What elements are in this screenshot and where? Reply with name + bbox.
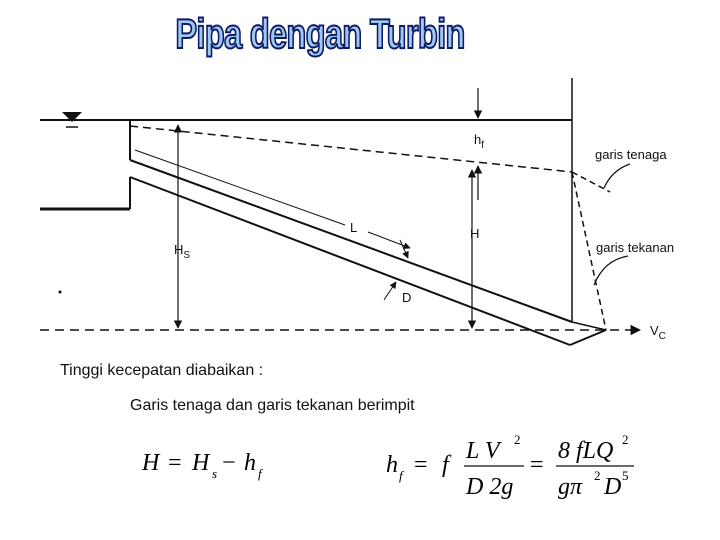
statement: Garis tenaga dan garis tekanan berimpit (130, 397, 415, 414)
pipe-outlet-top (572, 322, 606, 330)
svg-text:=: = (414, 452, 428, 478)
svg-text:=: = (168, 450, 182, 476)
garis-tekanan-leader (594, 256, 628, 285)
svg-text:L V: L V (466, 438, 500, 464)
page-title: Pipa dengan Turbin (175, 10, 465, 57)
l-label: L (350, 220, 358, 235)
l-leader-right (368, 232, 410, 248)
garis-tekanan-label: garis tekanan (596, 240, 675, 255)
d-label: D (402, 290, 412, 305)
svg-text:D: D (604, 474, 622, 500)
svg-text:5: 5 (622, 468, 629, 483)
svg-text:2: 2 (622, 432, 629, 447)
svg-text:f: f (442, 452, 449, 478)
hf-label: $h_f$ (474, 132, 485, 151)
l-leader (135, 150, 345, 225)
svg-text:f: f (399, 468, 403, 483)
d-arrow-bottom (384, 282, 396, 300)
hs-label: $H_S$ (174, 242, 191, 261)
garis-tenaga-label: garis tenaga (595, 147, 667, 162)
svg-text:2: 2 (594, 468, 601, 483)
h-label: H (470, 226, 480, 241)
svg-text:2: 2 (514, 432, 521, 447)
equation-1 (141, 450, 264, 481)
svg-text:f: f (258, 466, 262, 481)
svg-text:H: H (142, 450, 160, 476)
svg-text:h: h (244, 450, 256, 476)
svg-text:H: H (192, 450, 210, 476)
energy-line (130, 126, 572, 172)
svg-text:−: − (222, 450, 236, 476)
energy-line-tail (572, 172, 610, 192)
svg-text:D 2g: D 2g (466, 474, 514, 500)
d-arrow-top (400, 240, 408, 258)
svg-text:=: = (530, 452, 544, 478)
svg-text:gπ: gπ (558, 474, 583, 500)
pipe-top-wall (130, 160, 572, 322)
reference-dot (59, 291, 62, 294)
garis-tenaga-leader (604, 164, 630, 188)
svg-text:8 fLQ: 8 fLQ (558, 438, 614, 464)
svg-text:h: h (386, 452, 398, 478)
svg-text:s: s (212, 466, 218, 481)
pipe-outlet (570, 330, 606, 345)
pipe-bottom-wall (130, 177, 570, 345)
equation-2 (386, 432, 634, 500)
vc-label: $V_C$ (650, 323, 666, 342)
caption: Tinggi kecepatan diabaikan : (60, 362, 264, 379)
